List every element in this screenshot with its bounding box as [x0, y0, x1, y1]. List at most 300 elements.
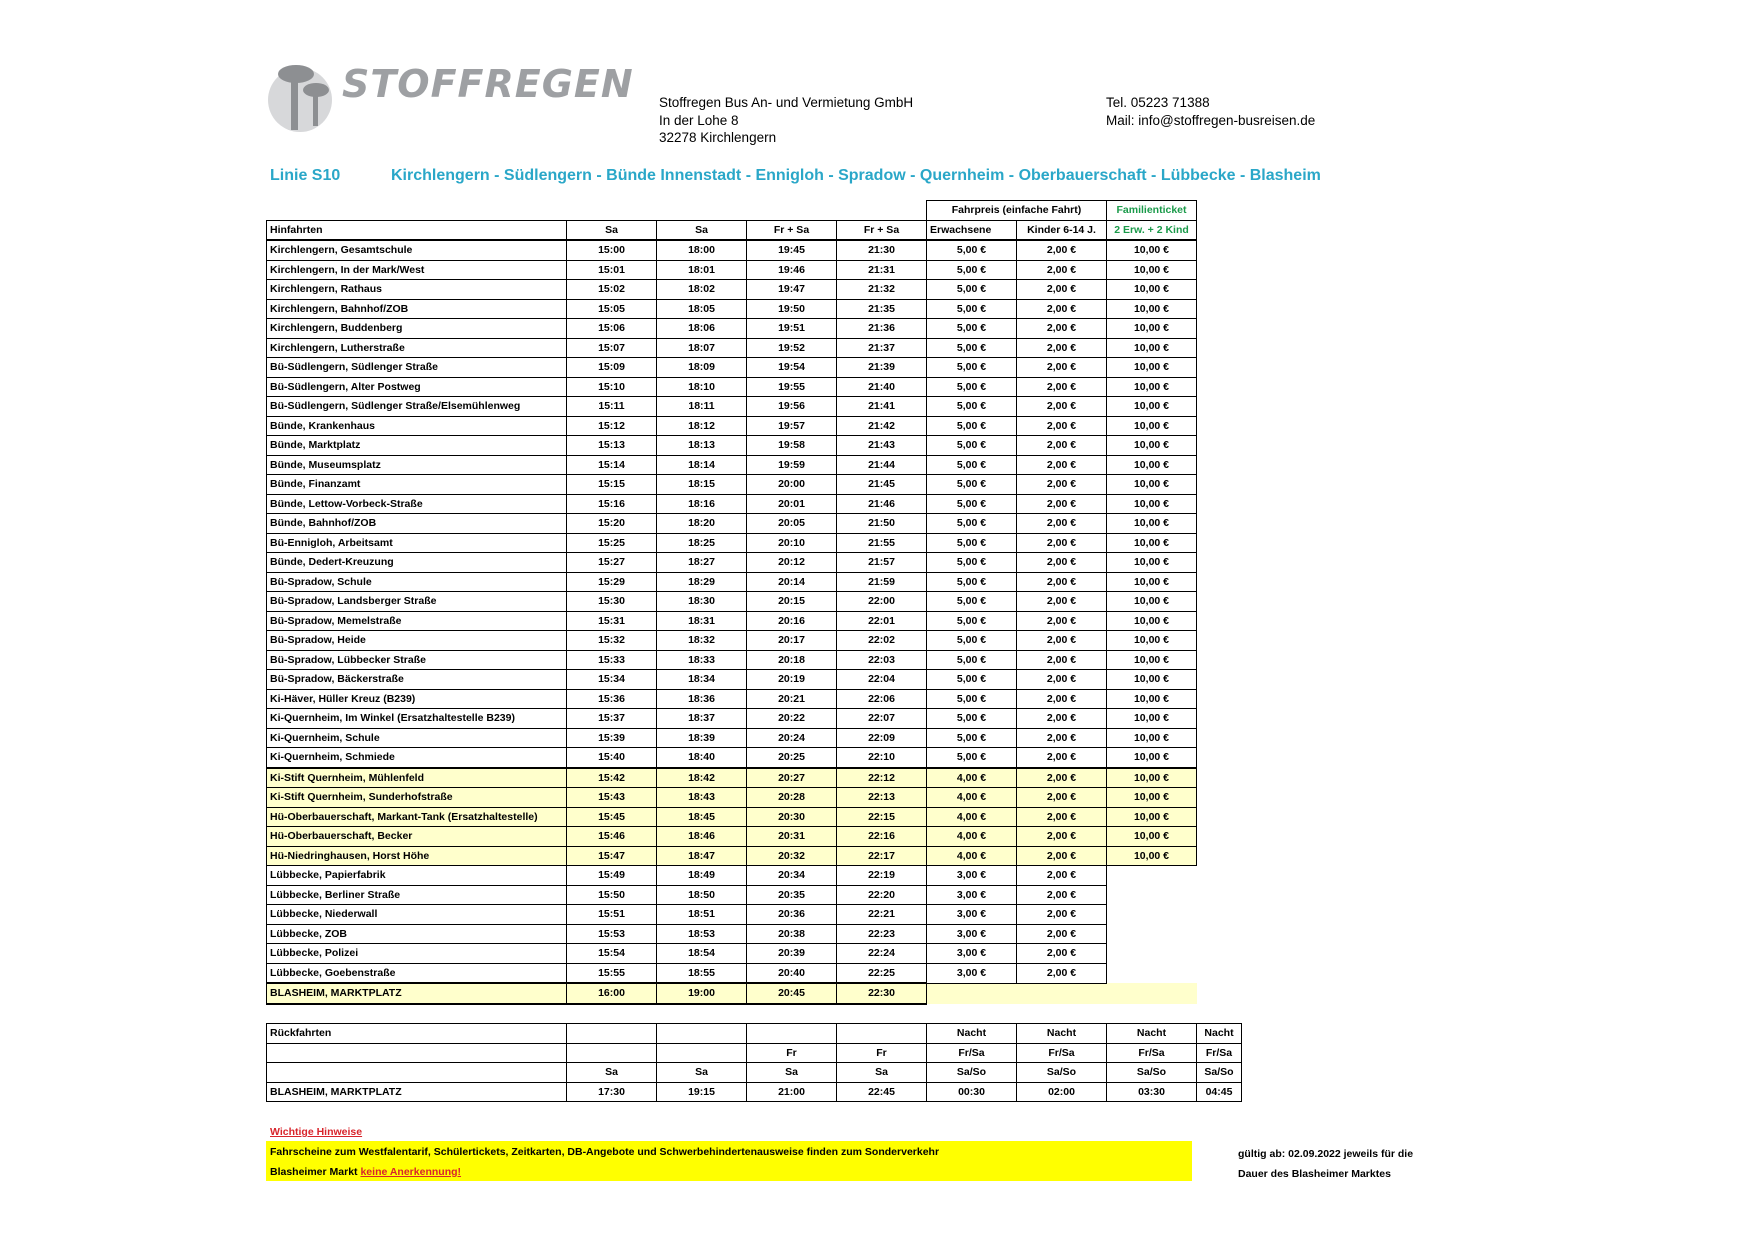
- time-frsa-1: 20:27: [747, 768, 837, 788]
- time-sa-1: 15:00: [567, 240, 657, 260]
- fare-adult: 5,00 €: [927, 397, 1017, 417]
- time-sa-1: 15:14: [567, 455, 657, 475]
- time-frsa-1: 20:36: [747, 905, 837, 925]
- return-timetable: [266, 1023, 1242, 1102]
- time-frsa-2: 21:37: [837, 338, 927, 358]
- time-sa-2: 18:47: [657, 846, 747, 866]
- table-row: [267, 866, 1197, 886]
- fare-child: 2,00 €: [1017, 299, 1107, 319]
- time-frsa-1: 19:45: [747, 240, 837, 260]
- time-frsa-1: 20:00: [747, 475, 837, 495]
- fare-adult: 5,00 €: [927, 494, 1017, 514]
- time-frsa-1: 20:25: [747, 748, 837, 768]
- fare-family: 10,00 €: [1107, 553, 1197, 573]
- time-sa-1: 15:25: [567, 533, 657, 553]
- fare-child: 2,00 €: [1017, 377, 1107, 397]
- time-frsa-2: 22:09: [837, 728, 927, 748]
- validity-line-2: Dauer des Blasheimer Marktes: [1238, 1167, 1391, 1180]
- table-row: [267, 240, 1197, 260]
- header-children: Kinder 6-14 J.: [1017, 220, 1107, 240]
- time-sa-2: 18:01: [657, 260, 747, 280]
- time-frsa-2: 21:39: [837, 358, 927, 378]
- stop-name: Bünde, Krankenhaus: [267, 416, 567, 436]
- table-row: [267, 260, 1197, 280]
- fare-child: 2,00 €: [1017, 788, 1107, 808]
- time-sa-2: 18:13: [657, 436, 747, 456]
- stop-name: Lübbecke, ZOB: [267, 924, 567, 944]
- fare-child: 2,00 €: [1017, 689, 1107, 709]
- logo-wordmark: STOFFREGEN: [342, 62, 634, 106]
- table-row: [267, 963, 1197, 983]
- time-frsa-2: 22:16: [837, 827, 927, 847]
- fare-adult: 5,00 €: [927, 338, 1017, 358]
- return-header-cell: Fr/Sa: [1017, 1043, 1107, 1063]
- time-frsa-1: 20:28: [747, 788, 837, 808]
- time-frsa-2: 21:50: [837, 514, 927, 534]
- fare-family: 10,00 €: [1107, 572, 1197, 592]
- empty-cell: [1107, 885, 1197, 905]
- return-header-cell: Sa: [567, 1063, 657, 1083]
- header-hinfahrten: Hinfahrten: [267, 220, 567, 240]
- fare-adult: 3,00 €: [927, 885, 1017, 905]
- stop-name: Ki-Stift Quernheim, Sunderhofstraße: [267, 788, 567, 808]
- fare-family: 10,00 €: [1107, 689, 1197, 709]
- return-time: 00:30: [927, 1082, 1017, 1102]
- time-sa-1: 15:10: [567, 377, 657, 397]
- stop-name: Ki-Quernheim, Schule: [267, 728, 567, 748]
- fare-child: 2,00 €: [1017, 728, 1107, 748]
- time-sa-2: 18:10: [657, 377, 747, 397]
- empty-cell: [1107, 983, 1197, 1004]
- return-header-cell: Sa: [657, 1063, 747, 1083]
- return-header-cell: Fr: [747, 1043, 837, 1063]
- stop-name: Bünde, Lettow-Vorbeck-Straße: [267, 494, 567, 514]
- return-header-cell: [837, 1024, 927, 1044]
- time-frsa-1: 19:57: [747, 416, 837, 436]
- fare-child: 2,00 €: [1017, 905, 1107, 925]
- time-sa-1: 15:27: [567, 553, 657, 573]
- table-row: [267, 748, 1197, 768]
- validity-note: [1238, 1145, 1413, 1184]
- fare-header: Fahrpreis (einfache Fahrt): [927, 201, 1107, 221]
- fare-family: 10,00 €: [1107, 358, 1197, 378]
- fare-family: 10,00 €: [1107, 475, 1197, 495]
- table-row: [267, 728, 1197, 748]
- time-frsa-2: 21:55: [837, 533, 927, 553]
- fare-adult: 5,00 €: [927, 631, 1017, 651]
- fare-adult: 3,00 €: [927, 905, 1017, 925]
- stop-name: Kirchlengern, Rathaus: [267, 280, 567, 300]
- time-frsa-2: 21:32: [837, 280, 927, 300]
- company-city: 32278 Kirchlengern: [659, 130, 777, 145]
- stop-name: Ki-Quernheim, Im Winkel (Ersatzhaltestelle B239): [267, 709, 567, 729]
- time-sa-2: 18:02: [657, 280, 747, 300]
- return-header-row-2: [267, 1043, 1242, 1063]
- stop-name: Bünde, Finanzamt: [267, 475, 567, 495]
- notice-line-2-text: Blasheimer Markt: [270, 1166, 361, 1178]
- return-header-cell: Nacht: [927, 1024, 1017, 1044]
- fare-child: 2,00 €: [1017, 650, 1107, 670]
- table-row: [267, 788, 1197, 808]
- time-sa-1: 15:30: [567, 592, 657, 612]
- empty-cell: [1107, 924, 1197, 944]
- stop-name: Bü-Südlengern, Südlenger Straße/Elsemühlenweg: [267, 397, 567, 417]
- time-sa-1: 15:49: [567, 866, 657, 886]
- stop-name: Kirchlengern, Gesamtschule: [267, 240, 567, 260]
- table-row: [267, 768, 1197, 788]
- time-frsa-2: 21:35: [837, 299, 927, 319]
- stop-name: Bünde, Bahnhof/ZOB: [267, 514, 567, 534]
- time-sa-1: 15:15: [567, 475, 657, 495]
- return-header-cell: [657, 1024, 747, 1044]
- time-frsa-2: 22:07: [837, 709, 927, 729]
- time-frsa-1: 19:47: [747, 280, 837, 300]
- time-sa-2: 18:30: [657, 592, 747, 612]
- fare-family: 10,00 €: [1107, 260, 1197, 280]
- time-frsa-1: 20:17: [747, 631, 837, 651]
- time-sa-2: 18:42: [657, 768, 747, 788]
- stop-name: Bü-Südlengern, Südlenger Straße: [267, 358, 567, 378]
- fare-child: 2,00 €: [1017, 572, 1107, 592]
- table-row: [267, 944, 1197, 964]
- time-sa-1: 15:36: [567, 689, 657, 709]
- family-ticket-header: Familienticket: [1107, 201, 1197, 221]
- fare-adult: 4,00 €: [927, 827, 1017, 847]
- time-frsa-1: 20:22: [747, 709, 837, 729]
- return-time: 03:30: [1107, 1082, 1197, 1102]
- stop-name: Lübbecke, Niederwall: [267, 905, 567, 925]
- time-sa-1: 15:13: [567, 436, 657, 456]
- return-stop: BLASHEIM, MARKTPLATZ: [267, 1082, 567, 1102]
- time-sa-1: 15:43: [567, 788, 657, 808]
- time-sa-2: 18:37: [657, 709, 747, 729]
- stop-name: Bü-Spradow, Schule: [267, 572, 567, 592]
- stop-name: Bü-Spradow, Landsberger Straße: [267, 592, 567, 612]
- return-header-cell: Nacht: [1017, 1024, 1107, 1044]
- return-header-cell: Sa: [837, 1063, 927, 1083]
- fare-adult: 5,00 €: [927, 319, 1017, 339]
- time-sa-2: 18:25: [657, 533, 747, 553]
- time-frsa-1: 20:30: [747, 807, 837, 827]
- notes-title: Wichtige Hinweise: [270, 1126, 363, 1138]
- time-sa-2: 18:09: [657, 358, 747, 378]
- fare-family: 10,00 €: [1107, 397, 1197, 417]
- notice-box: [266, 1141, 1192, 1181]
- fare-adult: 5,00 €: [927, 689, 1017, 709]
- stop-name: Bü-Spradow, Bäckerstraße: [267, 670, 567, 690]
- time-sa-2: 18:06: [657, 319, 747, 339]
- time-frsa-1: 20:34: [747, 866, 837, 886]
- return-header-cell: Fr/Sa: [927, 1043, 1017, 1063]
- return-time: 04:45: [1197, 1082, 1242, 1102]
- time-sa-1: 15:42: [567, 768, 657, 788]
- fare-adult: 5,00 €: [927, 572, 1017, 592]
- fare-adult: 4,00 €: [927, 846, 1017, 866]
- time-sa-2: 18:34: [657, 670, 747, 690]
- table-row: [267, 280, 1197, 300]
- notice-line-2: [270, 1166, 461, 1178]
- time-frsa-2: 22:19: [837, 866, 927, 886]
- time-frsa-2: 21:44: [837, 455, 927, 475]
- table-row: [267, 455, 1197, 475]
- return-time: 22:45: [837, 1082, 927, 1102]
- fare-family: 10,00 €: [1107, 728, 1197, 748]
- table-row: [267, 358, 1197, 378]
- time-frsa-2: 21:42: [837, 416, 927, 436]
- time-sa-2: 19:00: [657, 983, 747, 1004]
- time-sa-2: 18:05: [657, 299, 747, 319]
- fare-adult: 3,00 €: [927, 866, 1017, 886]
- line-name: Linie S10: [270, 167, 341, 184]
- table-row: [267, 319, 1197, 339]
- table-row: [267, 611, 1197, 631]
- return-time: 21:00: [747, 1082, 837, 1102]
- company-address: [659, 94, 913, 147]
- time-frsa-1: 20:10: [747, 533, 837, 553]
- time-sa-2: 18:33: [657, 650, 747, 670]
- header-day: Sa: [567, 220, 657, 240]
- fare-family: 10,00 €: [1107, 455, 1197, 475]
- time-frsa-2: 21:46: [837, 494, 927, 514]
- return-header-cell: Nacht: [1107, 1024, 1197, 1044]
- table-row: [267, 416, 1197, 436]
- time-sa-2: 18:36: [657, 689, 747, 709]
- return-header-cell: Sa/So: [1197, 1063, 1242, 1083]
- time-sa-1: 15:47: [567, 846, 657, 866]
- time-frsa-1: 20:31: [747, 827, 837, 847]
- stop-name: Hü-Oberbauerschaft, Becker: [267, 827, 567, 847]
- time-sa-2: 18:46: [657, 827, 747, 847]
- time-sa-2: 18:49: [657, 866, 747, 886]
- return-time: 17:30: [567, 1082, 657, 1102]
- company-phone: Tel. 05223 71388: [1106, 95, 1210, 110]
- fare-adult: 5,00 €: [927, 592, 1017, 612]
- company-name: Stoffregen Bus An- und Vermietung GmbH: [659, 95, 914, 110]
- fare-adult: 4,00 €: [927, 768, 1017, 788]
- fare-adult: 3,00 €: [927, 924, 1017, 944]
- time-sa-1: 15:09: [567, 358, 657, 378]
- fare-adult: 5,00 €: [927, 377, 1017, 397]
- time-sa-2: 18:20: [657, 514, 747, 534]
- validity-line-1: gültig ab: 02.09.2022 jeweils für die: [1238, 1148, 1414, 1160]
- stop-name: Bünde, Dedert-Kreuzung: [267, 553, 567, 573]
- time-frsa-2: 22:13: [837, 788, 927, 808]
- notice-line-1: Fahrscheine zum Westfalentarif, Schülertickets, Zeitkarten, DB-Angebote und Schwerbehindertenausweise finden zum Sonderverkehr: [270, 1146, 940, 1158]
- header-day: Fr + Sa: [747, 220, 837, 240]
- table-row: [267, 885, 1197, 905]
- time-frsa-1: 20:24: [747, 728, 837, 748]
- time-sa-2: 18:14: [657, 455, 747, 475]
- time-sa-1: 15:53: [567, 924, 657, 944]
- time-sa-2: 18:53: [657, 924, 747, 944]
- fare-adult: 5,00 €: [927, 553, 1017, 573]
- logo-tree-icon: [268, 60, 340, 132]
- fare-family: 10,00 €: [1107, 788, 1197, 808]
- time-sa-1: 15:31: [567, 611, 657, 631]
- fare-family: 10,00 €: [1107, 533, 1197, 553]
- time-frsa-1: 19:56: [747, 397, 837, 417]
- return-header-cell: Nacht: [1197, 1024, 1242, 1044]
- time-sa-2: 18:12: [657, 416, 747, 436]
- time-frsa-2: 21:41: [837, 397, 927, 417]
- stop-name: Bü-Spradow, Memelstraße: [267, 611, 567, 631]
- fare-family: 10,00 €: [1107, 338, 1197, 358]
- return-header-row-1: [267, 1024, 1242, 1044]
- time-frsa-2: 22:20: [837, 885, 927, 905]
- time-frsa-2: 22:10: [837, 748, 927, 768]
- time-frsa-1: 20:12: [747, 553, 837, 573]
- stop-name: Kirchlengern, In der Mark/West: [267, 260, 567, 280]
- time-sa-2: 18:15: [657, 475, 747, 495]
- time-sa-1: 15:33: [567, 650, 657, 670]
- time-sa-2: 18:31: [657, 611, 747, 631]
- fare-child: 2,00 €: [1017, 768, 1107, 788]
- stop-name: Kirchlengern, Buddenberg: [267, 319, 567, 339]
- fare-family: 10,00 €: [1107, 416, 1197, 436]
- return-row: [267, 1082, 1242, 1102]
- time-sa-1: 15:07: [567, 338, 657, 358]
- fare-child: 2,00 €: [1017, 631, 1107, 651]
- time-sa-1: 15:11: [567, 397, 657, 417]
- time-sa-1: 15:29: [567, 572, 657, 592]
- return-header-cell: Sa/So: [927, 1063, 1017, 1083]
- time-sa-2: 18:54: [657, 944, 747, 964]
- time-frsa-1: 20:15: [747, 592, 837, 612]
- table-row: [267, 397, 1197, 417]
- fare-child: 2,00 €: [1017, 592, 1107, 612]
- fare-family: 10,00 €: [1107, 709, 1197, 729]
- fare-family: 10,00 €: [1107, 494, 1197, 514]
- time-sa-2: 18:43: [657, 788, 747, 808]
- time-sa-1: 15:20: [567, 514, 657, 534]
- fare-child: 2,00 €: [1017, 397, 1107, 417]
- fare-child: 2,00 €: [1017, 885, 1107, 905]
- time-frsa-2: 21:40: [837, 377, 927, 397]
- stop-name: Bü-Spradow, Lübbecker Straße: [267, 650, 567, 670]
- table-row: [267, 827, 1197, 847]
- time-frsa-2: 22:04: [837, 670, 927, 690]
- return-header-cell: Fr/Sa: [1197, 1043, 1242, 1063]
- stop-name: Ki-Häver, Hüller Kreuz (B239): [267, 689, 567, 709]
- fare-adult: 3,00 €: [927, 963, 1017, 983]
- company-mail: Mail: info@stoffregen-busreisen.de: [1106, 112, 1316, 128]
- fare-adult: 5,00 €: [927, 455, 1017, 475]
- fare-family: 10,00 €: [1107, 280, 1197, 300]
- column-header-row: [267, 220, 1197, 240]
- fare-family: 10,00 €: [1107, 611, 1197, 631]
- time-sa-1: 15:39: [567, 728, 657, 748]
- stop-name: BLASHEIM, MARKTPLATZ: [267, 983, 567, 1004]
- time-frsa-2: 22:01: [837, 611, 927, 631]
- time-frsa-2: 21:59: [837, 572, 927, 592]
- fare-adult: 5,00 €: [927, 240, 1017, 260]
- time-frsa-1: 20:19: [747, 670, 837, 690]
- stop-name: Ki-Stift Quernheim, Mühlenfeld: [267, 768, 567, 788]
- time-frsa-1: 20:05: [747, 514, 837, 534]
- time-sa-1: 15:06: [567, 319, 657, 339]
- stop-name: Lübbecke, Polizei: [267, 944, 567, 964]
- fare-family: 10,00 €: [1107, 436, 1197, 456]
- table-row: [267, 494, 1197, 514]
- return-header-cell: [567, 1024, 657, 1044]
- return-time: 02:00: [1017, 1082, 1107, 1102]
- fare-adult: 5,00 €: [927, 728, 1017, 748]
- fare-child: 2,00 €: [1017, 748, 1107, 768]
- time-frsa-2: 21:36: [837, 319, 927, 339]
- table-row: [267, 924, 1197, 944]
- time-frsa-1: 20:18: [747, 650, 837, 670]
- fare-child: 2,00 €: [1017, 807, 1107, 827]
- fare-child: 2,00 €: [1017, 963, 1107, 983]
- fare-child: 2,00 €: [1017, 494, 1107, 514]
- time-frsa-2: 22:23: [837, 924, 927, 944]
- time-sa-2: 18:16: [657, 494, 747, 514]
- fare-child: 2,00 €: [1017, 475, 1107, 495]
- fare-child: 2,00 €: [1017, 709, 1107, 729]
- fare-adult: 4,00 €: [927, 807, 1017, 827]
- time-sa-2: 18:39: [657, 728, 747, 748]
- table-row: [267, 377, 1197, 397]
- time-frsa-1: 19:51: [747, 319, 837, 339]
- fare-header-row: [267, 201, 1197, 221]
- return-empty-cell: [267, 1043, 567, 1063]
- time-sa-2: 18:50: [657, 885, 747, 905]
- fare-adult: 5,00 €: [927, 514, 1017, 534]
- company-contact: [1106, 94, 1315, 129]
- fare-child: 2,00 €: [1017, 260, 1107, 280]
- fare-child: 2,00 €: [1017, 455, 1107, 475]
- time-frsa-2: 22:03: [837, 650, 927, 670]
- fare-adult: 5,00 €: [927, 650, 1017, 670]
- time-sa-1: 15:05: [567, 299, 657, 319]
- time-frsa-1: 19:59: [747, 455, 837, 475]
- return-header-cell: [657, 1043, 747, 1063]
- stop-name: Bü-Ennigloh, Arbeitsamt: [267, 533, 567, 553]
- time-frsa-1: 20:35: [747, 885, 837, 905]
- fare-adult: 5,00 €: [927, 533, 1017, 553]
- table-row: [267, 514, 1197, 534]
- time-sa-2: 18:07: [657, 338, 747, 358]
- table-row: [267, 338, 1197, 358]
- time-frsa-2: 22:15: [837, 807, 927, 827]
- stop-name: Kirchlengern, Bahnhof/ZOB: [267, 299, 567, 319]
- stop-name: Lübbecke, Goebenstraße: [267, 963, 567, 983]
- fare-child: 2,00 €: [1017, 827, 1107, 847]
- time-sa-1: 15:37: [567, 709, 657, 729]
- stop-name: Lübbecke, Berliner Straße: [267, 885, 567, 905]
- table-row: [267, 475, 1197, 495]
- time-frsa-1: 19:46: [747, 260, 837, 280]
- time-sa-1: 15:54: [567, 944, 657, 964]
- fare-family: 10,00 €: [1107, 240, 1197, 260]
- empty-cell: [1017, 983, 1107, 1004]
- fare-child: 2,00 €: [1017, 416, 1107, 436]
- outbound-timetable: [266, 200, 1197, 1005]
- time-sa-2: 18:55: [657, 963, 747, 983]
- time-sa-2: 18:51: [657, 905, 747, 925]
- time-frsa-2: 22:12: [837, 768, 927, 788]
- time-sa-1: 15:55: [567, 963, 657, 983]
- empty-cell: [927, 983, 1017, 1004]
- return-header-cell: Sa: [747, 1063, 837, 1083]
- empty-cell: [1107, 905, 1197, 925]
- fare-family: 10,00 €: [1107, 827, 1197, 847]
- fare-child: 2,00 €: [1017, 846, 1107, 866]
- time-sa-1: 15:40: [567, 748, 657, 768]
- fare-child: 2,00 €: [1017, 944, 1107, 964]
- fare-family: 10,00 €: [1107, 650, 1197, 670]
- header-day: Fr + Sa: [837, 220, 927, 240]
